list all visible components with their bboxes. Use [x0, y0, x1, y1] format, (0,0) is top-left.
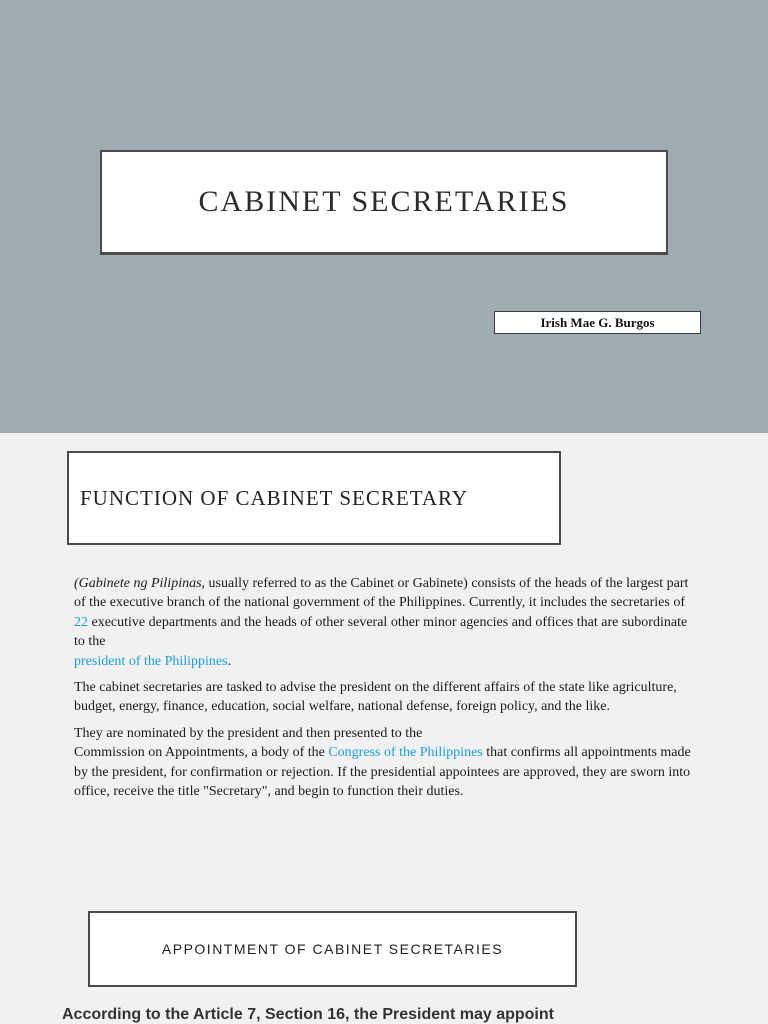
link-22[interactable]: 22: [74, 614, 88, 630]
title-slide: [0, 0, 768, 433]
link-congress[interactable]: Congress of the Philippines: [328, 745, 483, 761]
author-name: Irish Mae G. Burgos: [540, 314, 655, 330]
function-content: [74, 574, 698, 808]
content-slide: [0, 433, 768, 1024]
paragraph-1: (Gabinete ng Pilipinas, usually referred to as the Cabinet or Gabinete) consists of the heads of the largest part of the executive branch of the national government of the Philippines. Currently, it includes the secretaries of 22 executive departments and the heads of other several other minor agencies and offices that are subordinate to the president of the Philippines.: [74, 576, 689, 669]
appointment-heading: APPOINTMENT OF CABINET SECRETARIES: [161, 941, 504, 957]
appointment-heading-box: [88, 911, 577, 987]
slide-title: CABINET SECRETARIES: [198, 185, 570, 218]
function-heading-box: [67, 451, 561, 545]
link-president[interactable]: president of the Philippines: [74, 653, 228, 669]
paragraph-3: They are nominated by the president and then presented to the Commission on Appointments, a body of the Congress of the Philippines that confirms all appointments made by the president, for confirmation or rejection. If the presidential appointees are approved, they are sworn into office, receive the title "Secretary", and begin to function their duties.: [74, 725, 691, 800]
function-heading: FUNCTION OF CABINET SECRETARY: [80, 485, 469, 510]
title-box: [100, 150, 668, 255]
italic-term: (Gabinete ng Pilipinas: [74, 576, 202, 591]
appointment-text: According to the Article 7, Section 16, the President may appoint: [62, 1006, 554, 1023]
author-box: [494, 311, 701, 334]
paragraph-2: The cabinet secretaries are tasked to advise the president on the different affairs of the state like agriculture, budget, energy, finance, education, social welfare, national defense, foreign policy, and the like.: [74, 680, 677, 715]
